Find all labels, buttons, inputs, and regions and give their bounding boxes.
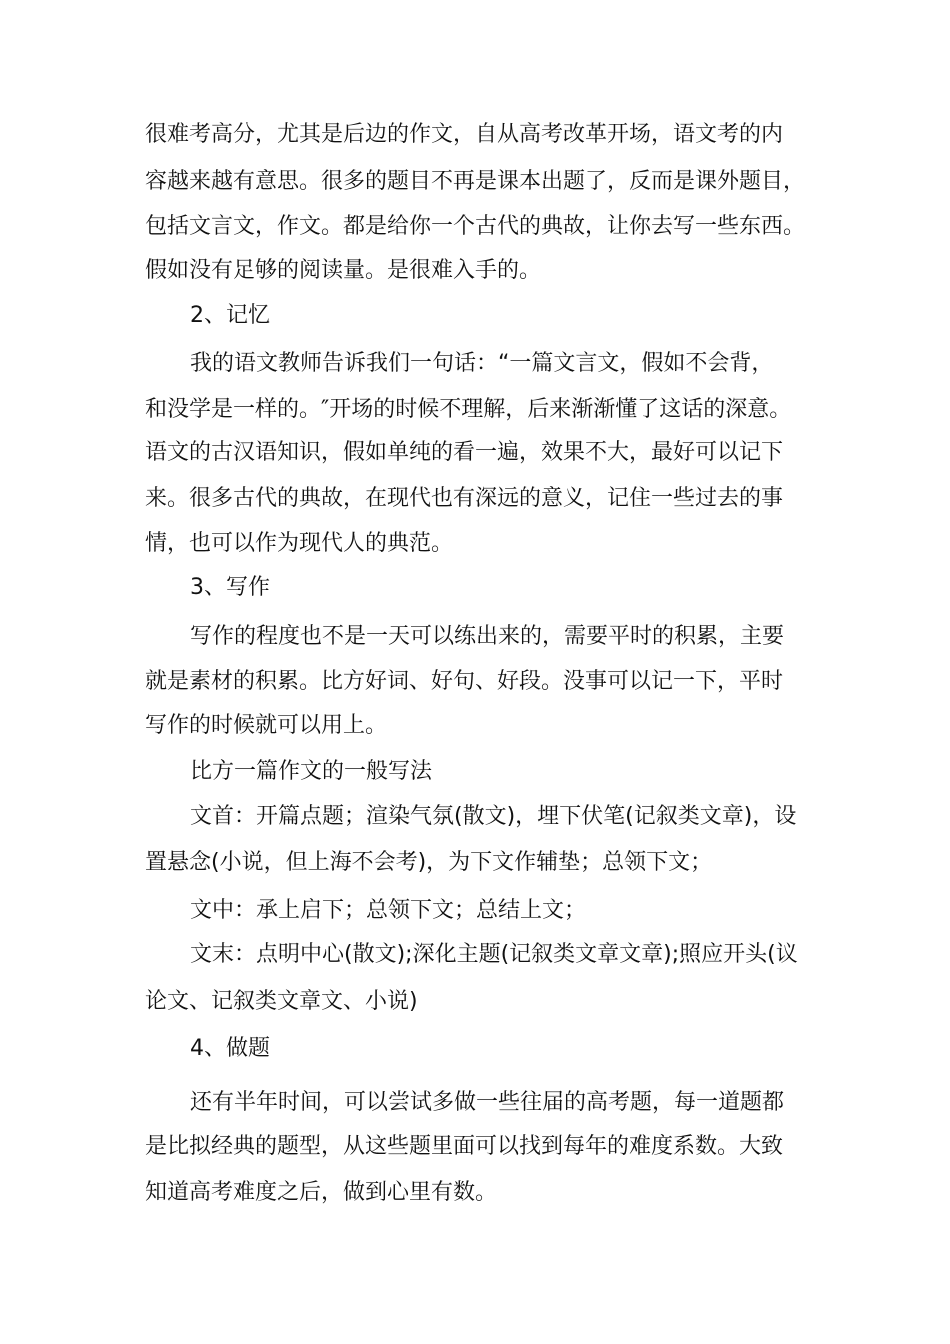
body-text-line: 情，也可以作为现代人的典范。 bbox=[145, 531, 454, 556]
body-text-line: 文末：点明中心(散文);深化主题(记叙类文章文章);照应开头(议 bbox=[190, 942, 798, 967]
body-text-line: 来。很多古代的典故，在现代也有深远的意义，记住一些过去的事 bbox=[145, 486, 784, 511]
body-text-line: 写作的程度也不是一天可以练出来的，需要平时的积累，主要 bbox=[190, 624, 785, 649]
body-text-line: 包括文言文，作文。都是给你一个古代的典故，让你去写一些东西。 bbox=[145, 214, 806, 239]
body-text-line: 文中：承上启下；总领下文；总结上文； bbox=[190, 898, 587, 923]
body-text-line: 比方一篇作文的一般写法 bbox=[190, 759, 433, 784]
body-text-line: 论文、记叙类文章文、小说) bbox=[145, 989, 418, 1014]
body-text-line: 假如没有足够的阅读量。是很难入手的。 bbox=[145, 258, 542, 283]
body-text-line: 和没学是一样的。″开场的时候不理解，后来渐渐懂了这话的深意。 bbox=[145, 397, 792, 422]
body-text-line: 写作的时候就可以用上。 bbox=[145, 713, 388, 738]
body-text-line: 语文的古汉语知识，假如单纯的看一遍，效果不大，最好可以记下 bbox=[145, 440, 784, 465]
section-heading: 2、记忆 bbox=[190, 303, 270, 328]
body-text-line: 还有半年时间，可以尝试多做一些往届的高考题，每一道题都 bbox=[190, 1090, 785, 1115]
section-heading: 3、写作 bbox=[190, 575, 270, 600]
body-text-line: 置悬念(小说，但上海不会考)，为下文作辅垫；总领下文； bbox=[145, 850, 713, 875]
body-text-line: 很难考高分，尤其是后边的作文，自从高考改革开场，语文考的内 bbox=[145, 122, 784, 147]
body-text-line: 是比拟经典的题型，从这些题里面可以找到每年的难度系数。大致 bbox=[145, 1134, 784, 1159]
body-text-line: 文首：开篇点题；渲染气氛(散文)，埋下伏笔(记叙类文章)，设 bbox=[190, 804, 797, 829]
body-text-line: 就是素材的积累。比方好词、好句、好段。没事可以记一下，平时 bbox=[145, 669, 784, 694]
body-text-line: 知道高考难度之后，做到心里有数。 bbox=[145, 1180, 498, 1205]
body-text-line: 容越来越有意思。很多的题目不再是课本出题了，反而是课外题目， bbox=[145, 169, 806, 194]
body-text-line: 我的语文教师告诉我们一句话：“一篇文言文，假如不会背， bbox=[190, 351, 774, 376]
section-heading: 4、做题 bbox=[190, 1036, 270, 1061]
